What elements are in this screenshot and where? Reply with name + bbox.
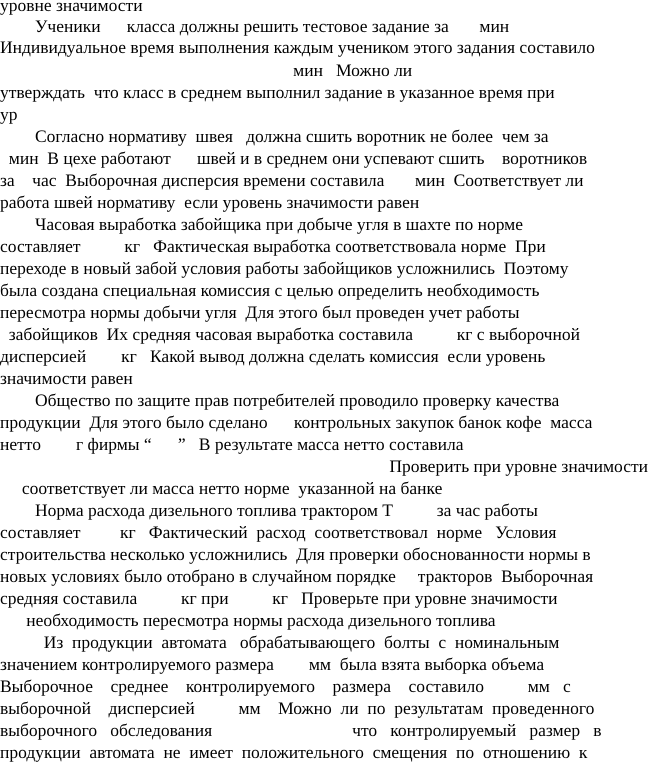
text-line: дисперсией кг Какой вывод должна сделать комиссия если уровень <box>0 346 546 366</box>
text-line: Общество по защите прав потребителей проводило проверку качества <box>0 390 560 410</box>
text-line: составляет кг Фактическая выработка соответствовала норме При <box>0 236 546 256</box>
text-line: нетто г фирмы “ ” В результате масса нетто составила <box>0 434 464 454</box>
text-line: соответствует ли масса нетто норме указанной на банке <box>0 478 443 498</box>
text-line: Ученики класса должны решить тестовое задание за мин <box>0 16 510 36</box>
text-line: уровне значимости <box>0 0 143 15</box>
text-line: работа швей нормативу если уровень значимости равен <box>0 192 420 212</box>
text-line: необходимость пересмотра нормы расхода дизельного топлива <box>0 610 496 630</box>
text-line: Норма расхода дизельного топлива трактором Т за час работы <box>0 500 538 520</box>
text-line: Согласно нормативу швея должна сшить воротник не более чем за <box>0 126 549 146</box>
text-line: ур <box>0 104 18 124</box>
text-line: Индивидуальное время выполнения каждым учеником этого задания составило <box>0 37 595 57</box>
text-line: выборочной дисперсией мм Можно ли по результатам проведенного <box>0 698 595 718</box>
text-line: Проверить при уровне значимости <box>389 456 648 476</box>
text-line: мин В цехе работают швей и в среднем они успевают сшить воротников <box>0 148 588 168</box>
text-line: забойщиков Их средняя часовая выработка составила кг с выборочной <box>0 324 580 344</box>
text-line: продукции Для этого было сделано контрольных закупок банок кофе масса <box>0 412 593 432</box>
text-line: пересмотра нормы добычи угля Для этого был проведен учет работы <box>0 302 520 322</box>
text-line: мин Можно ли <box>0 60 413 80</box>
text-line: значением контролируемого размера мм была взята выборка объема <box>0 654 545 674</box>
text-line: средняя составила кг при кг Проверьте при уровне значимости <box>0 588 558 608</box>
text-line: Часовая выработка забойщика при добыче угля в шахте по норме <box>0 214 524 234</box>
text-line: значимости равен <box>0 368 133 388</box>
text-line: за час Выборочная дисперсия времени составила мин Соответствует ли <box>0 170 584 190</box>
text-line: была создана специальная комиссия с целью определить необходимость <box>0 280 540 300</box>
text-line: строительства несколько усложнились Для проверки обоснованности нормы в <box>0 544 591 564</box>
text-line: новых условиях было отобрано в случайном порядке тракторов Выборочная <box>0 566 594 586</box>
text-line: Выборочное среднее контролируемого размера составило мм с <box>0 676 571 696</box>
text-line: продукции автомата не имеет положительного смещения по отношению к <box>0 742 588 762</box>
text-line: составляет кг Фактический расход соответствовал норме Условия <box>0 522 557 542</box>
text-line: выборочного обследования что контролируемый размер в <box>0 720 602 740</box>
text-line: утверждать что класс в среднем выполнил задание в указанное время при <box>0 82 555 102</box>
text-line: переходе в новый забой условия работы забойщиков усложнились Поэтому <box>0 258 569 278</box>
text-line: Из продукции автомата обрабатывающего болты с номинальным <box>0 632 560 652</box>
